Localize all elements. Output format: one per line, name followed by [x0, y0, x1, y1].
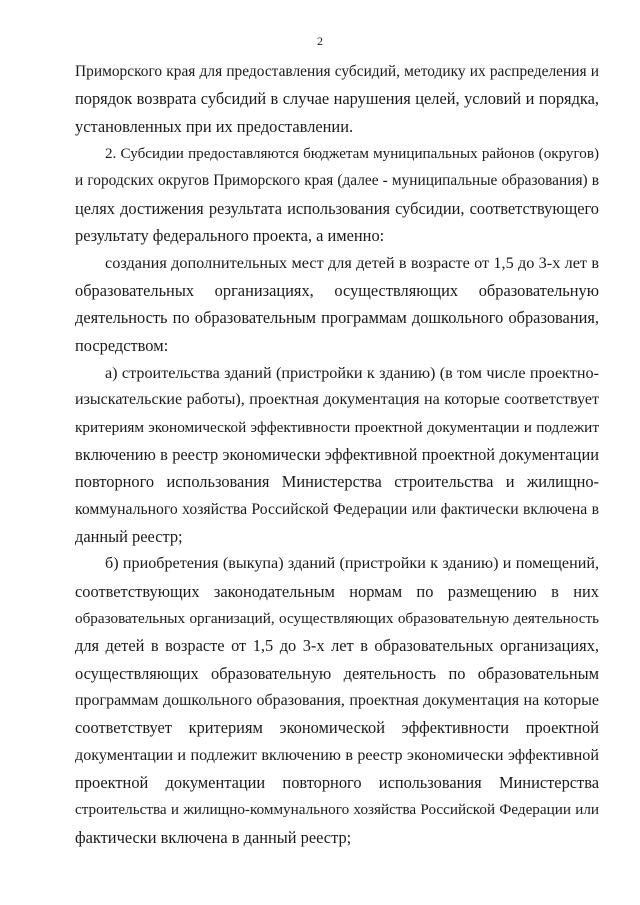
- text-line: документации и подлежит включению в реестр экономически эффективной: [75, 746, 599, 764]
- text-line: для детей в возрасте от 1,5 до 3-х лет в образовательных организациях,: [75, 636, 599, 656]
- page-number: 2: [317, 34, 323, 48]
- text-line: осуществляющих образовательную деятельность по образовательным: [75, 663, 599, 683]
- text-line: деятельность по образовательным программам дошкольного образования,: [75, 308, 599, 328]
- text-line: установленных при их предоставлении.: [75, 116, 354, 136]
- text-line: строительства и жилищно-коммунального хозяйства Российской Федерации или: [75, 801, 599, 819]
- text-line: и городских округов Приморского края (далее - муниципальные образования) в: [75, 172, 599, 190]
- text-line: критериям экономической эффективности проектной документации и подлежит: [75, 418, 599, 436]
- text-line: фактически включена в данный реестр;: [75, 827, 352, 847]
- text-line: соответствующих законодательным нормам по размещению в них: [75, 581, 599, 601]
- text-line: повторного использования Министерства строительства и жилищно-: [75, 472, 599, 492]
- text-line: данный реестр;: [75, 526, 183, 546]
- text-line: а) строительства зданий (пристройки к зданию) (в том числе проектно-: [105, 363, 599, 382]
- text-line: создания дополнительных мест для детей в возрасте от 1,5 до 3-х лет в: [105, 254, 599, 273]
- text-line: образовательных организаций, осуществляющих образовательную деятельность: [75, 610, 599, 627]
- text-line: образовательных организациях, осуществляющих образовательную: [75, 280, 599, 300]
- text-line: проектной документации повторного использования Министерства: [75, 773, 599, 793]
- text-line: целях достижения результата использования субсидии, соответствующего: [75, 198, 599, 218]
- text-line: посредством:: [75, 335, 169, 355]
- text-line: программам дошкольного образования, проектная документация на которые: [75, 692, 599, 710]
- text-line: коммунального хозяйства Российской Федерации или фактически включена в: [75, 500, 599, 518]
- text-line: результату федерального проекта, а именно:: [75, 226, 385, 246]
- text-line: Приморского края для предоставления субсидий, методику их распределения и: [75, 63, 599, 80]
- text-line: б) приобретения (выкупа) зданий (пристройки к зданию) и помещений,: [105, 555, 599, 573]
- text-line: порядок возврата субсидий в случае нарушения целей, условий и порядка,: [75, 89, 599, 109]
- text-line: изыскательские работы), проектная документация на которые соответствует: [75, 391, 599, 409]
- text-line: соответствует критериям экономической эффективности проектной: [75, 718, 599, 738]
- text-line: включению в реестр экономически эффективной проектной документации: [75, 444, 599, 464]
- text-line: 2. Субсидии предоставляются бюджетам муниципальных районов (округов): [105, 146, 599, 163]
